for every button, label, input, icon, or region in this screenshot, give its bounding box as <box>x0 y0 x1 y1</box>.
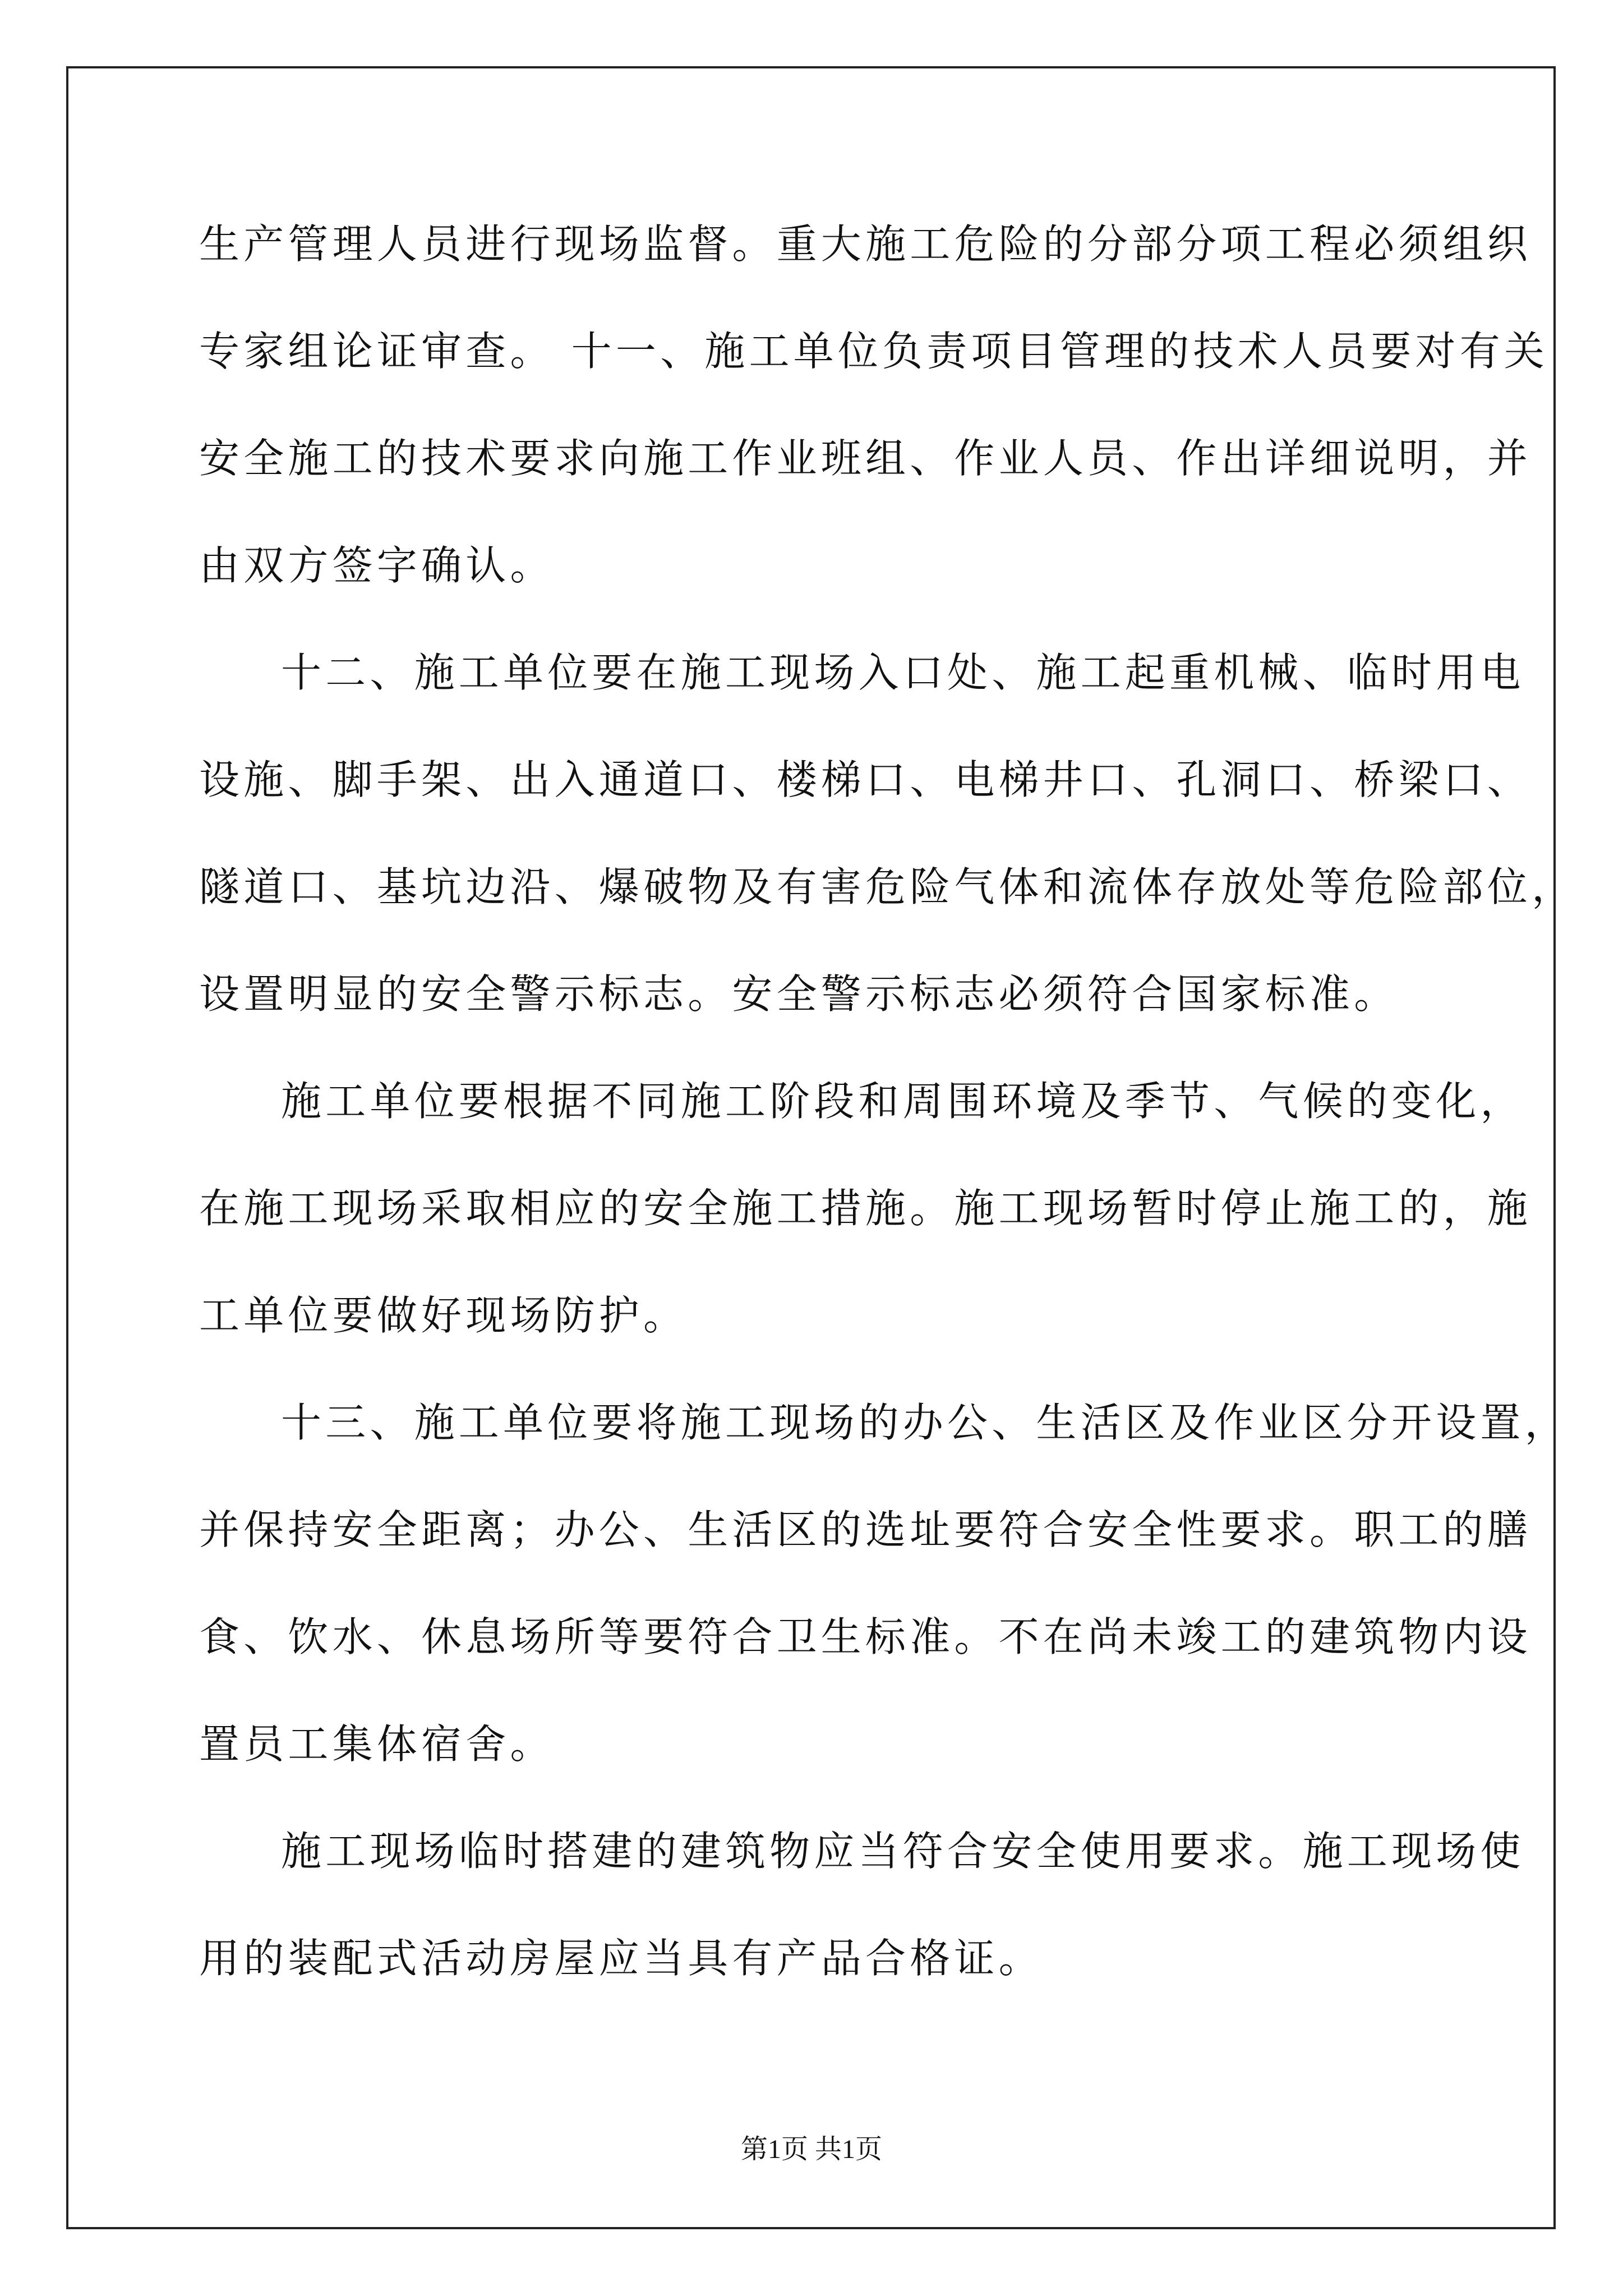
text-line: 隧道口、基坑边沿、爆破物及有害危险气体和流体存放处等危险部位， <box>199 863 1576 910</box>
text-line: 并保持安全距离；办公、生活区的选址要符合安全性要求。职工的膳 <box>199 1506 1532 1553</box>
text-line: 在施工现场采取相应的安全施工措施。施工现场暂时停止施工的，施 <box>199 1185 1532 1232</box>
text-line: 设置明显的安全警示标志。安全警示标志必须符合国家标准。 <box>199 970 1399 1018</box>
paragraph-first-line: 十三、施工单位要将施工现场的办公、生活区及作业区分开设置， <box>281 1399 1569 1446</box>
text-line: 由双方签字确认。 <box>199 542 555 589</box>
paragraph-first-line: 施工单位要根据不同施工阶段和周围环境及季节、气候的变化， <box>281 1078 1525 1125</box>
text-line: 置员工集体宿舍。 <box>199 1720 555 1768</box>
text-line: 工单位要做好现场防护。 <box>199 1292 688 1339</box>
paragraph-first-line: 施工现场临时搭建的建筑物应当符合安全使用要求。施工现场使 <box>281 1828 1525 1875</box>
paragraph-first-line: 十二、施工单位要在施工现场入口处、施工起重机械、临时用电 <box>281 649 1525 696</box>
text-line: 用的装配式活动房屋应当具有产品合格证。 <box>199 1935 1043 1982</box>
text-line: 专家组论证审查。 十一、施工单位负责项目管理的技术人员要对有关 <box>199 328 1549 375</box>
text-line: 食、饮水、休息场所等要符合卫生标准。不在尚未竣工的建筑物内设 <box>199 1613 1532 1660</box>
text-line: 生产管理人员进行现场监督。重大施工危险的分部分项工程必须组织 <box>199 220 1532 268</box>
page-border <box>66 66 1556 2229</box>
page-number-footer: 第1页 共1页 <box>740 2134 882 2164</box>
text-line: 设施、脚手架、出入通道口、楼梯口、电梯井口、孔洞口、桥梁口、 <box>199 756 1532 803</box>
text-line: 安全施工的技术要求向施工作业班组、作业人员、作出详细说明，并 <box>199 435 1532 482</box>
